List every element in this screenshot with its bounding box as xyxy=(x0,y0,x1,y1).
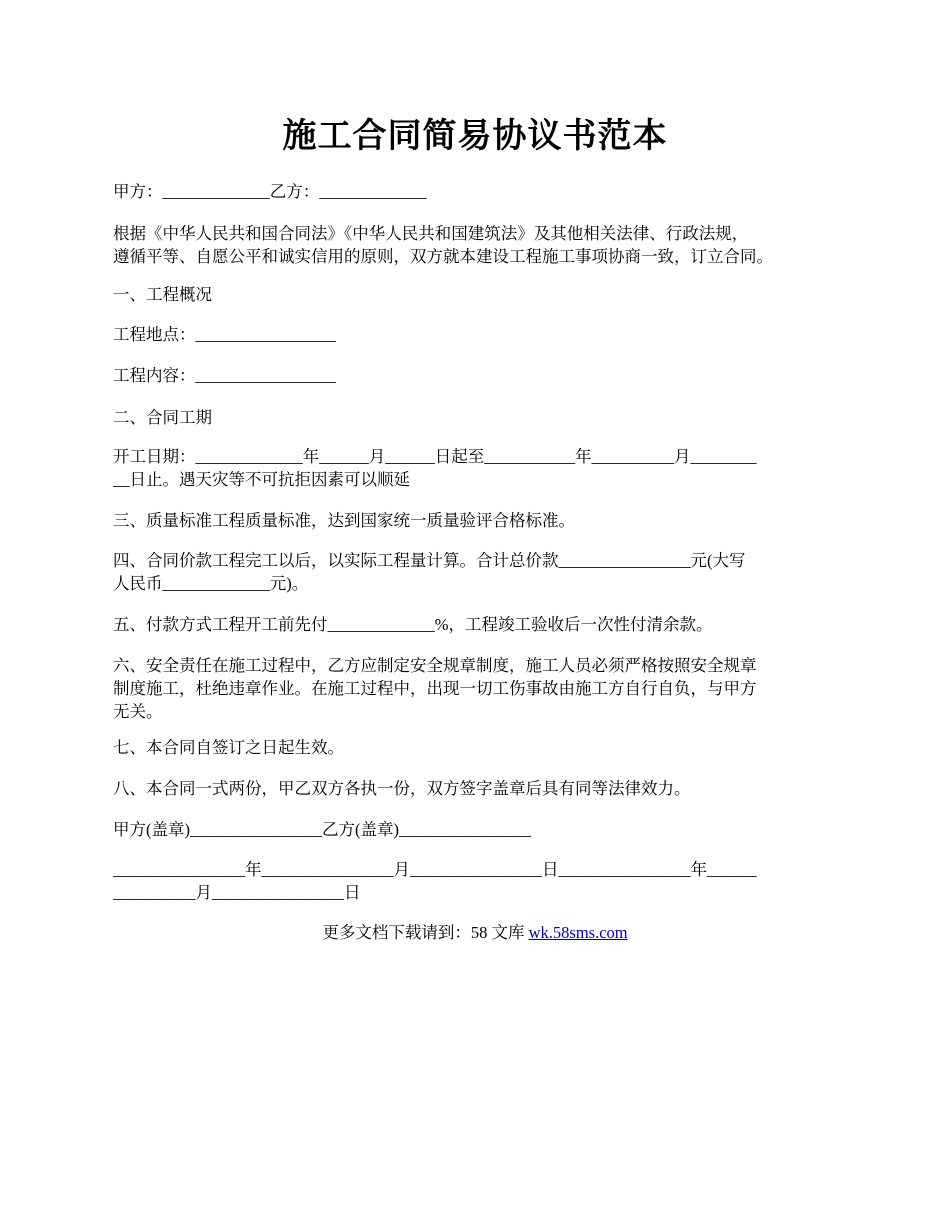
section-3-paragraph: 三、质量标准工程质量标准，达到国家统一质量验评合格标准。 xyxy=(113,511,575,530)
preamble-line: 根据《中华人民共和国合同法》《中华人民共和国建筑法》及其他相关法律、行政法规， xyxy=(113,224,749,243)
section-4-line: 人民币_____________元)。 xyxy=(113,574,309,593)
project-content-field: 工程内容：_________________ xyxy=(113,366,336,385)
project-location-field: 工程地点：_________________ xyxy=(113,325,336,344)
footer-text: 更多文档下载请到：58 文库 xyxy=(322,923,529,942)
section-6-paragraph xyxy=(113,654,841,723)
section-4-paragraph xyxy=(113,549,841,595)
preamble-line: 遵循平等、自愿公平和诚实信用的原则，双方就本建设工程施工事项协商一致，订立合同。 xyxy=(113,247,773,266)
footer xyxy=(0,921,950,944)
schedule-line: __日止。遇天灾等不可抗拒因素可以顺延 xyxy=(113,470,410,489)
date-line: ________________年________________月________________日________________年______ xyxy=(113,860,757,879)
date-line: __________月________________日 xyxy=(113,883,361,902)
section-heading: 二、合同工期 xyxy=(113,408,212,427)
section-5-paragraph: 五、付款方式工程开工前先付_____________%，工程竣工验收后一次性付清余款。 xyxy=(113,615,713,634)
schedule-paragraph xyxy=(113,445,841,491)
section-6-line: 六、安全责任在施工过程中，乙方应制定安全规章制度，施工人员必须严格按照安全规章 xyxy=(113,656,757,675)
date-lines xyxy=(113,858,841,904)
document-title: 施工合同简易协议书范本 xyxy=(282,118,668,155)
footer-link[interactable]: wk.58sms.com xyxy=(528,923,628,942)
section-4-line: 四、合同价款工程完工以后，以实际工程量计算。合计总价款________________元(大写 xyxy=(113,551,746,570)
section-7-paragraph: 七、本合同自签订之日起生效。 xyxy=(113,738,344,757)
signature-line: 甲方(盖章)________________乙方(盖章)________________ xyxy=(113,820,531,839)
preamble-paragraph xyxy=(113,222,841,268)
section-6-line: 无关。 xyxy=(113,702,163,721)
section-8-paragraph: 八、本合同一式两份，甲乙双方各执一份，双方签字盖章后具有同等法律效力。 xyxy=(113,779,691,798)
schedule-line: 开工日期：_____________年______月______日起至___________年__________月________ xyxy=(113,447,757,466)
parties-line: 甲方：_____________乙方：_____________ xyxy=(113,182,427,201)
section-6-line: 制度施工，杜绝违章作业。在施工过程中，出现一切工伤事故由施工方自行自负，与甲方 xyxy=(113,679,757,698)
section-heading: 一、工程概况 xyxy=(113,285,212,304)
